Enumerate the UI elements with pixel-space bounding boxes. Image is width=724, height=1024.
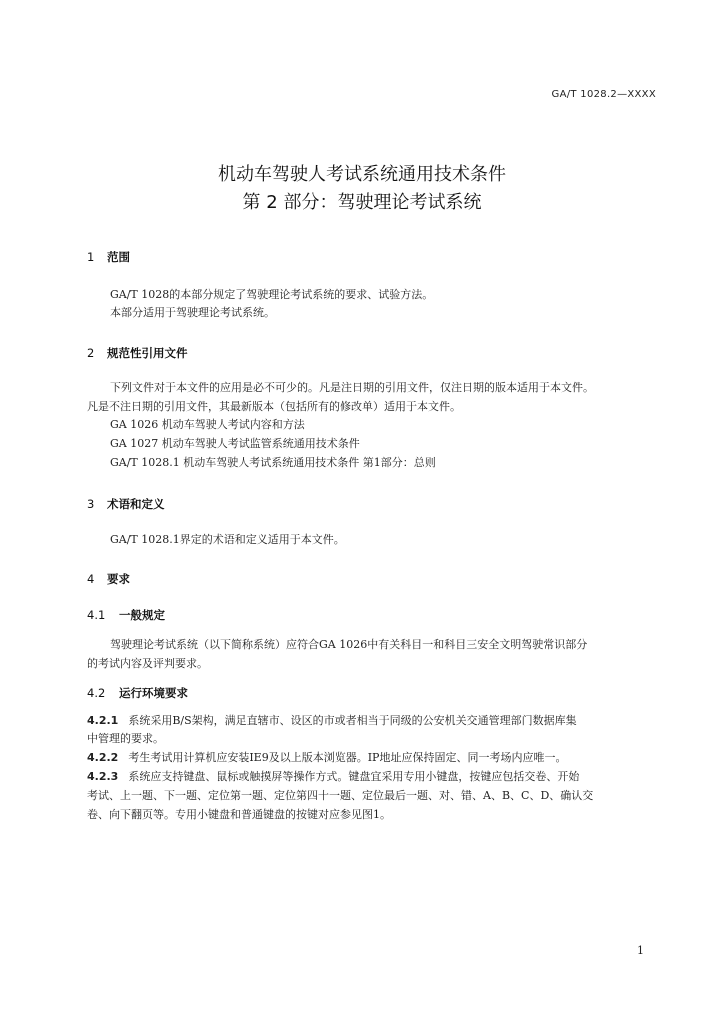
- section-number: 1: [87, 250, 95, 264]
- subsection-heading-environment: [87, 685, 188, 701]
- clause-text: 系统应支持键盘、鼠标或触摸屏等操作方式。键盘宜采用专用小键盘，按键应包括交卷、开始: [128, 770, 580, 783]
- clause-line: 卷、向下翻页等。专用小键盘和普通键盘的按键对应参见图1。: [87, 808, 391, 821]
- section-heading-normative-references: [87, 345, 188, 361]
- clause-number: 4.2.1: [87, 714, 119, 727]
- header-divider: [82, 107, 656, 108]
- paragraph-line: GA/T 1028的本部分规定了驾驶理论考试系统的要求、试验方法。: [110, 288, 434, 301]
- subsection-number: 4.1: [87, 608, 106, 622]
- section-title: 范围: [107, 250, 130, 264]
- clause-number: 4.2.2: [87, 751, 119, 764]
- section-title: 要求: [107, 572, 130, 586]
- reference-item: GA 1026 机动车驾驶人考试内容和方法: [110, 418, 305, 431]
- section-number: 4: [87, 572, 95, 586]
- paragraph-line: 驾驶理论考试系统（以下简称系统）应符合GA 1026中有关科目一和科目三安全文明驾驶常识部分: [110, 638, 588, 651]
- clause-number: 4.2.3: [87, 770, 119, 783]
- clause-line: 中管理的要求。: [87, 732, 164, 745]
- paragraph-line: 下列文件对于本文件的应用是必不可少的。凡是注日期的引用文件，仅注日期的版本适用于本文件。: [110, 381, 594, 394]
- section-number: 2: [87, 346, 95, 360]
- section-heading-scope: [87, 249, 130, 265]
- clause-line: [87, 751, 566, 765]
- document-subtitle: 第 2 部分：驾驶理论考试系统: [242, 192, 482, 213]
- clause-line: 考试、上一题、下一题、定位第一题、定位第四十一题、定位最后一题、对、错、A、B、C、D、确认交: [87, 789, 594, 802]
- paragraph-line: 本部分适用于驾驶理论考试系统。: [110, 306, 275, 319]
- section-title: 规范性引用文件: [107, 346, 188, 360]
- section-heading-terms: [87, 496, 165, 512]
- clause-line: [87, 770, 579, 784]
- reference-item: GA 1027 机动车驾驶人考试监管系统通用技术条件: [110, 437, 360, 450]
- section-number: 3: [87, 497, 95, 511]
- section-title: 术语和定义: [107, 497, 165, 511]
- subsection-number: 4.2: [87, 686, 106, 700]
- clause-text: 系统采用B/S架构，满足直辖市、设区的市或者相当于同级的公安机关交通管理部门数据库集: [128, 714, 577, 727]
- paragraph-line: 凡是不注日期的引用文件，其最新版本（包括所有的修改单）适用于本文件。: [87, 400, 461, 413]
- document-code: GA/T 1028.2—XXXX: [551, 89, 656, 100]
- reference-item: GA/T 1028.1 机动车驾驶人考试系统通用技术条件 第1部分：总则: [110, 456, 436, 469]
- document-title: 机动车驾驶人考试系统通用技术条件: [218, 164, 506, 185]
- paragraph-line: GA/T 1028.1界定的术语和定义适用于本文件。: [110, 533, 345, 546]
- clause-line: [87, 714, 577, 728]
- page-number: 1: [637, 944, 644, 957]
- subsection-title: 一般规定: [119, 608, 165, 622]
- paragraph-line: 的考试内容及评判要求。: [87, 657, 208, 670]
- clause-text: 考生考试用计算机应安装IE9及以上版本浏览器。IP地址应保持固定、同一考场内应唯一。: [128, 751, 567, 764]
- section-heading-requirements: [87, 571, 130, 587]
- subsection-title: 运行环境要求: [119, 686, 188, 700]
- subsection-heading-general: [87, 607, 165, 623]
